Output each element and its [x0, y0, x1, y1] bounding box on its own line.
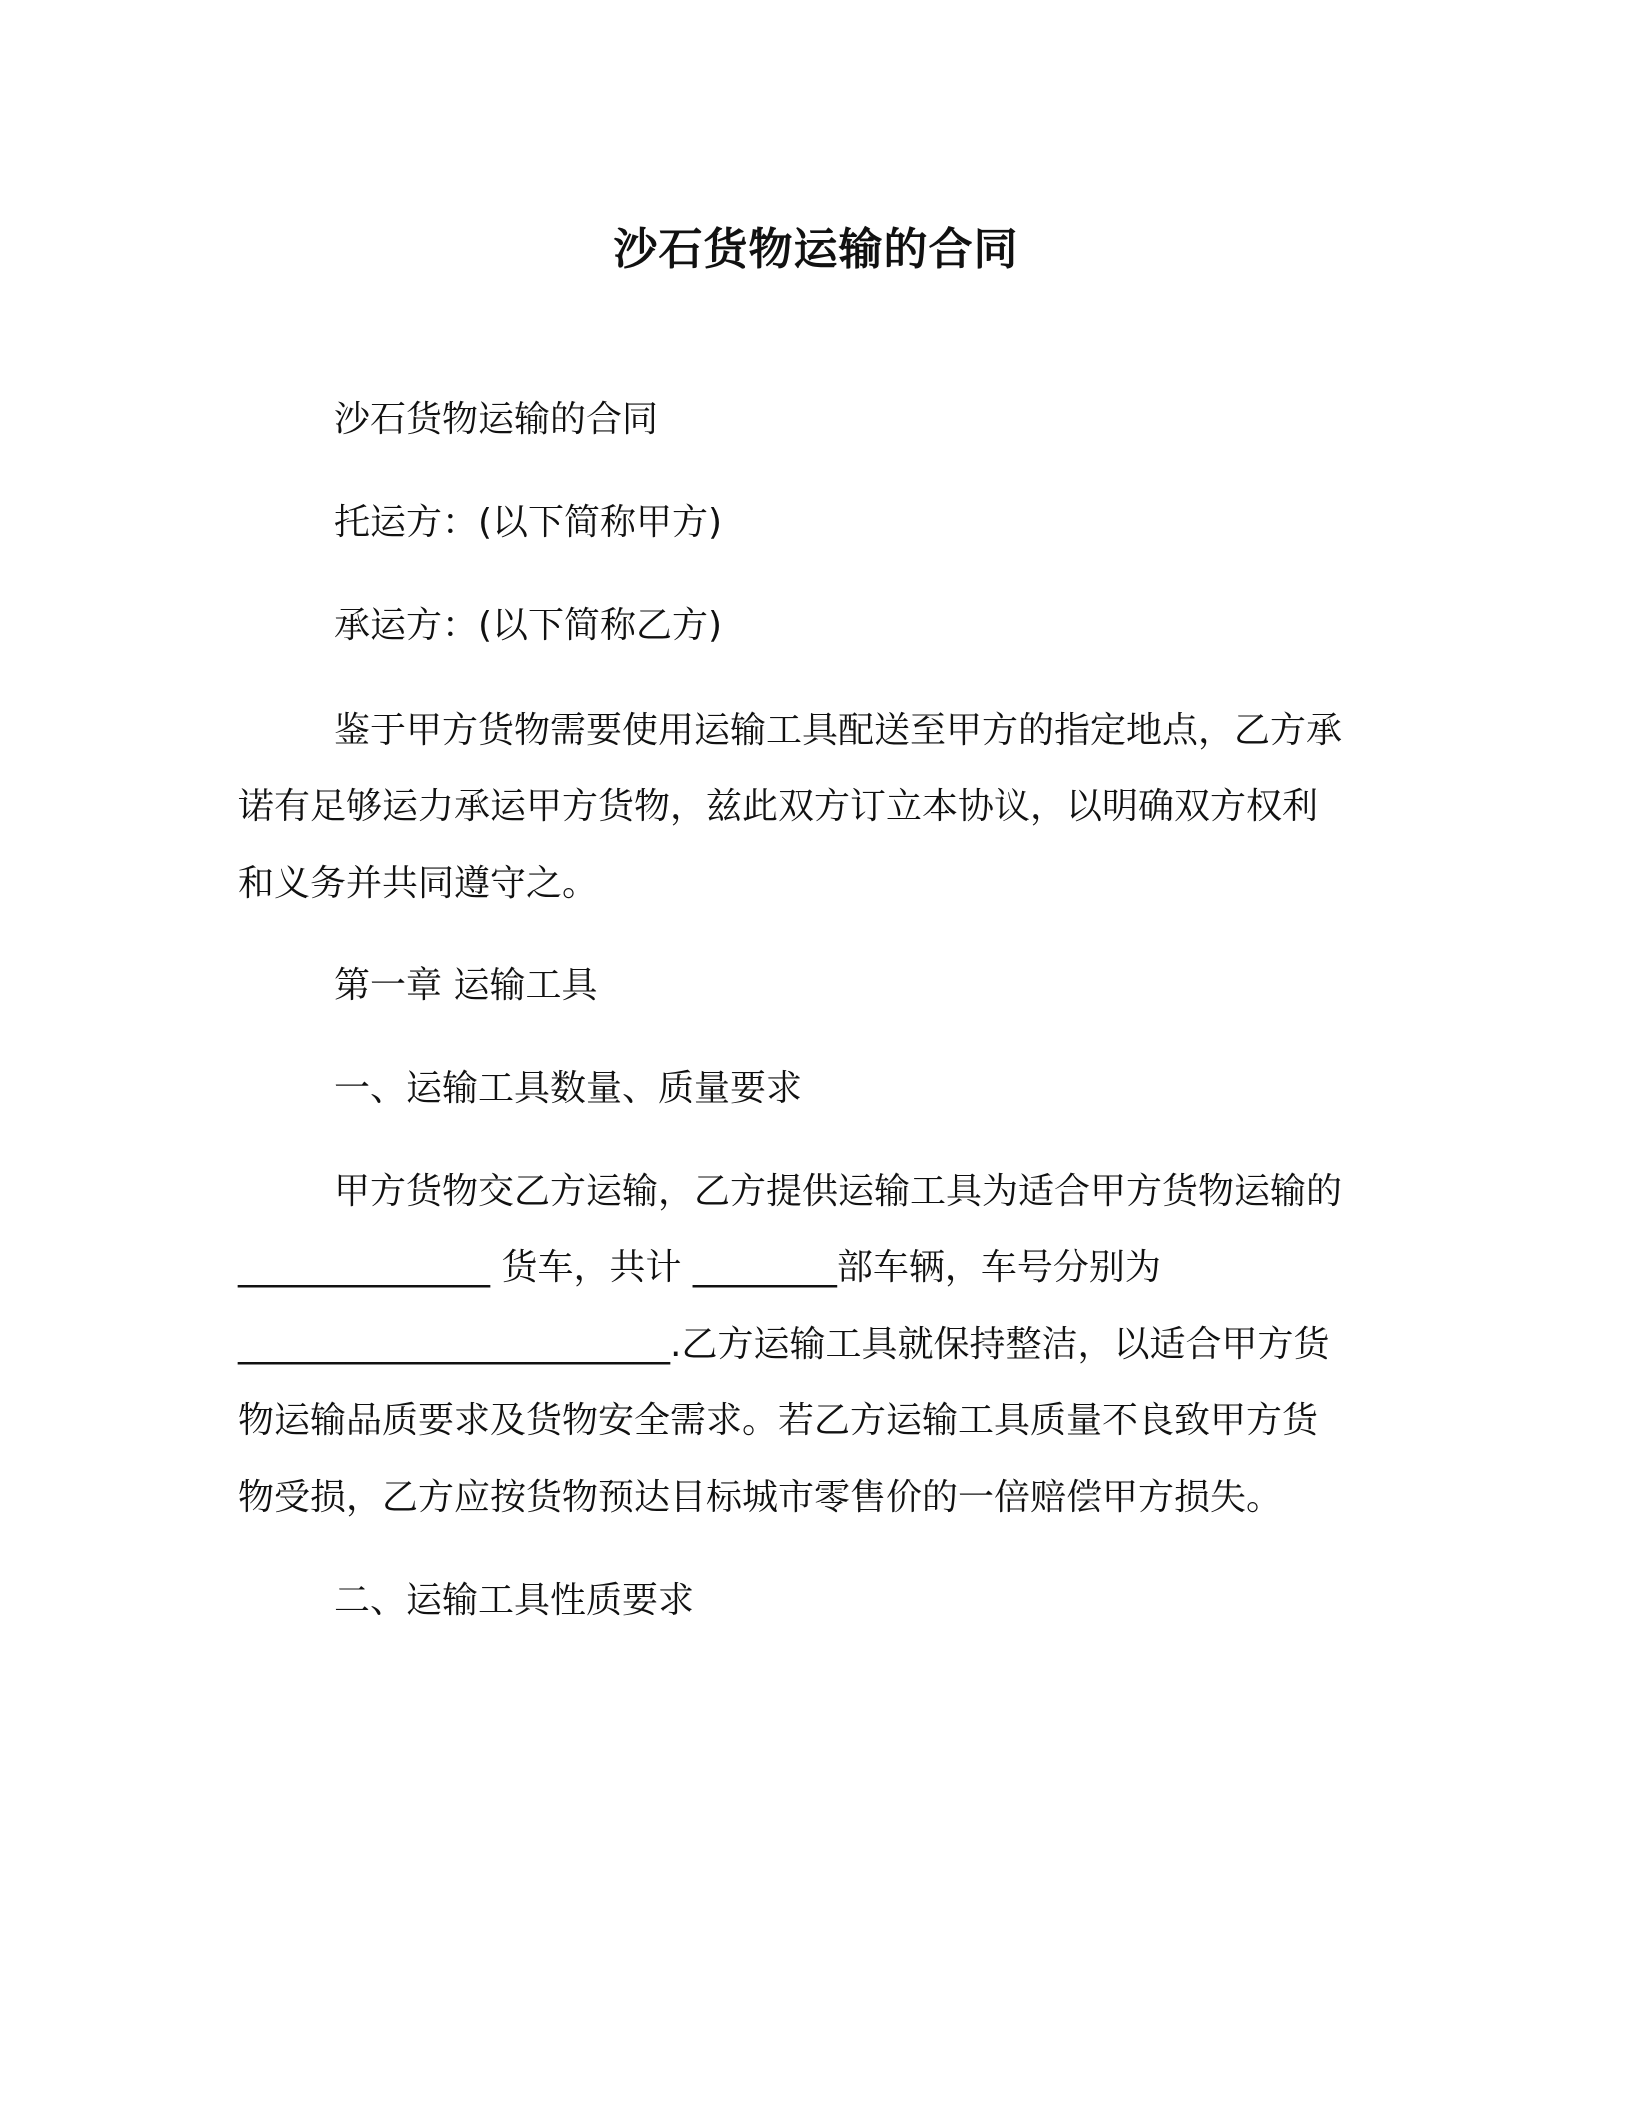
section-1-line-3: ________________________.乙方运输工具就保持整洁，以适合甲方货 — [238, 1324, 1330, 1365]
section-1-line-4: 物运输品质要求及货物安全需求。若乙方运输工具质量不良致甲方货 — [238, 1400, 1319, 1441]
contract-name: 沙石货物运输的合同 — [334, 399, 659, 440]
section-1-line-5: 物受损，乙方应按货物预达目标城市零售价的一倍赔偿甲方损失。 — [238, 1477, 1283, 1518]
preamble-line-2: 诺有足够运力承运甲方货物，兹此双方订立本协议，以明确双方权利 — [238, 786, 1319, 827]
section-1-heading: 一、运输工具数量、质量要求 — [334, 1068, 803, 1109]
section-2-heading: 二、运输工具性质要求 — [334, 1580, 695, 1621]
preamble-line-3: 和义务并共同遵守之。 — [238, 863, 599, 904]
carrier-line: 承运方：(以下简称乙方) — [334, 605, 723, 646]
chapter-heading: 第一章 运输工具 — [334, 965, 598, 1006]
section-1-line-1: 甲方货物交乙方运输，乙方提供运输工具为适合甲方货物运输的 — [334, 1171, 1343, 1212]
preamble-line-1: 鉴于甲方货物需要使用运输工具配送至甲方的指定地点，乙方承 — [334, 710, 1343, 751]
consignor-line: 托运方：(以下简称甲方) — [334, 502, 723, 543]
document-title: 沙石货物运输的合同 — [613, 224, 1019, 275]
section-1-line-2: ______________ 货车，共计 ________部车辆，车号分别为 — [238, 1247, 1161, 1288]
